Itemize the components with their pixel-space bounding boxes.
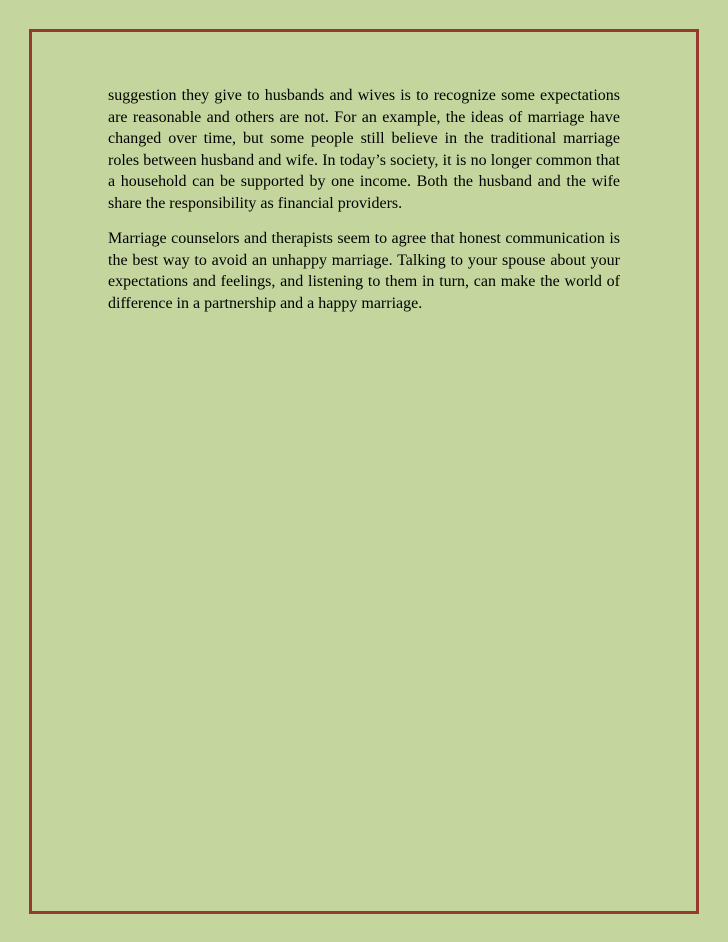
paragraph: Marriage counselors and therapists seem to agree that honest communication is the best way to avoid an unhappy marriage. Talking to your spouse about your expectations and feelings, and listening to them in turn, can make the world of difference in a partnership and a happy marriage. [108,230,620,312]
document-body [108,85,620,328]
paragraph: suggestion they give to husbands and wives is to recognize some expectations are reasonable and others are not. For an example, the ideas of marriage have changed over time, but some people still believe in the traditional marriage roles between husband and wife. In today’s society, it is no longer common that a household can be supported by one income. Both the husband and the wife share the responsibility as financial providers. [108,87,620,212]
